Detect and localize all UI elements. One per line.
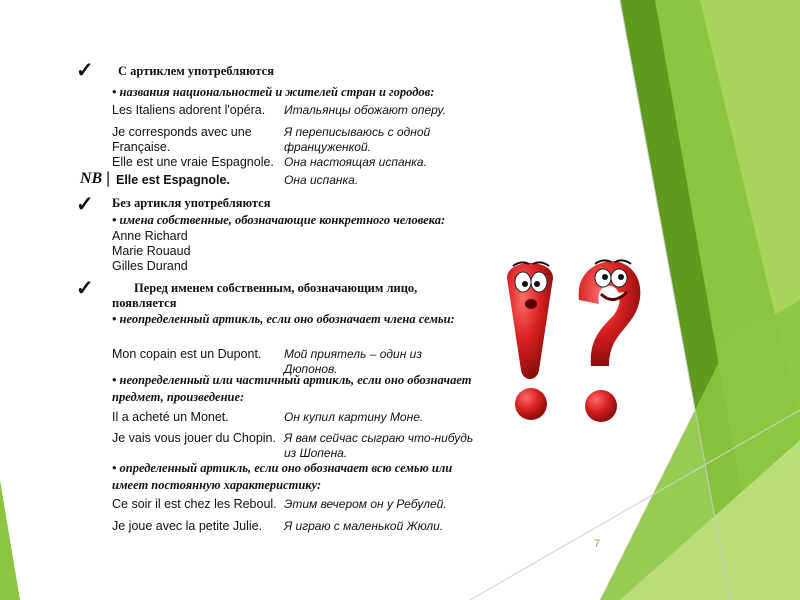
- name-item: Anne Richard: [112, 229, 188, 243]
- subheading: • неопределенный или частичный артикль, если оно обозначает предмет, произведение:: [112, 373, 472, 404]
- french-example: Elle est Espagnole.: [116, 173, 230, 187]
- french-example: Française.: [112, 140, 171, 154]
- french-example: Je joue avec la petite Julie.: [112, 519, 263, 533]
- french-example: Mon copain est un Dupont.: [112, 347, 262, 361]
- french-example: Je vais vous jouer du Chopin.: [112, 431, 276, 445]
- russian-translation: Она испанка.: [284, 173, 359, 187]
- section-heading: Без артикля употребляются: [112, 196, 271, 210]
- check-icon: ✓: [76, 277, 94, 300]
- punctuation-characters-illustration: [495, 250, 660, 430]
- section-heading: Перед именем собственным, обозначающим лицо,: [134, 281, 418, 295]
- exclamation-mark-dot: [515, 388, 547, 420]
- section-heading: С артиклем употребляются: [118, 64, 274, 78]
- subheading: • определенный артикль, если оно обозначает всю семью или имеет постоянную характеристику:: [112, 461, 453, 492]
- french-example: Je corresponds avec une: [112, 125, 252, 139]
- check-icon: ✓: [76, 193, 94, 216]
- section-heading: появляется: [112, 296, 177, 310]
- name-item: Marie Rouaud: [112, 244, 191, 258]
- subheading: • неопределенный артикль, если оно обозначает члена семьи:: [112, 312, 455, 326]
- russian-translation: Я играю с маленькой Жюли.: [284, 519, 444, 533]
- page-number: 7: [594, 538, 601, 550]
- french-example: Ce soir il est chez les Reboul.: [112, 497, 277, 511]
- russian-translation: Итальянцы обожают оперу.: [284, 103, 446, 117]
- russian-translation: Этим вечером он у Ребулей.: [284, 497, 447, 511]
- check-icon: ✓: [76, 59, 94, 82]
- french-example: Les Italiens adorent l'opéra.: [112, 103, 266, 117]
- russian-translation: Я вам сейчас сыграю что-нибудь из Шопена.: [284, 431, 474, 460]
- russian-translation: Она настоящая испанка.: [284, 155, 427, 169]
- russian-translation: Он купил картину Моне.: [284, 410, 424, 424]
- subheading: • названия национальностей и жителей стран и городов:: [112, 85, 435, 99]
- russian-translation: Я переписываюсь с одной француженкой.: [284, 125, 431, 154]
- french-example: Elle est une vraie Espagnole.: [112, 155, 274, 169]
- subheading: • имена собственные, обозначающие конкретного человека:: [112, 213, 446, 227]
- french-example: Il a acheté un Monet.: [112, 410, 229, 424]
- russian-translation: Мой приятель – один из Дюпонов.: [284, 347, 422, 376]
- nb-label: NB: [80, 170, 103, 187]
- name-item: Gilles Durand: [112, 259, 188, 273]
- question-mark-dot: [585, 390, 617, 422]
- nb-bar: |: [106, 170, 111, 187]
